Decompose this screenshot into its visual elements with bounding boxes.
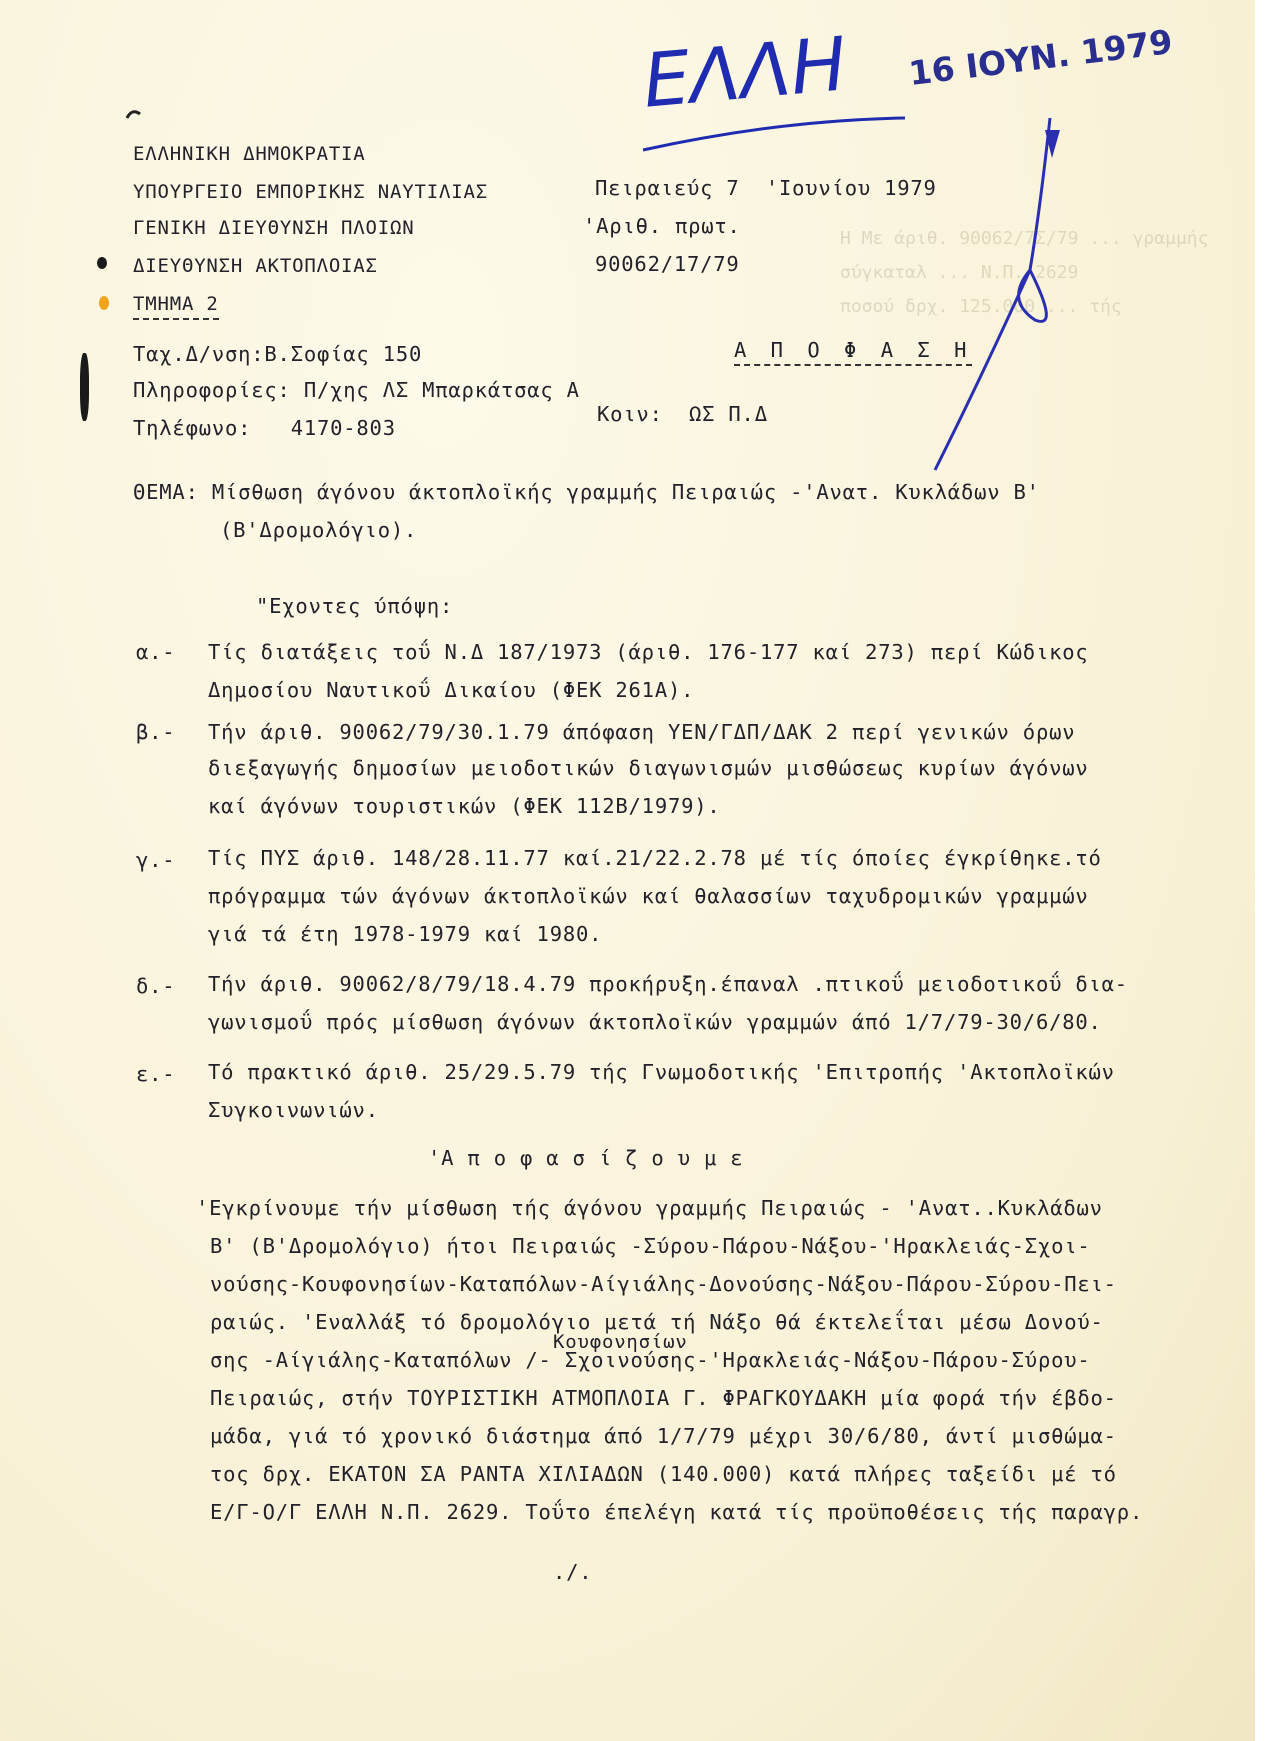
subject-line: ΘΕΜΑ: Μίσθωση άγόνου άκτοπλοϊκής γραμμής Πειραιώς -'Ανατ. Κυκλάδων Β' <box>133 480 1040 504</box>
item-line: διεξαγωγής δημοσίων μειοδοτικών διαγωνισμών μισθώσεως κυρίων άγόνων <box>208 756 1089 780</box>
continuation-mark: ./. <box>553 1560 593 1584</box>
place-date: Πειραιεύς 7 'Ιουνίου 1979 <box>595 176 937 200</box>
protocol-number: 90062/17/79 <box>595 252 740 276</box>
address-line: Ταχ.Δ/νση:Β.Σοφίας 150 <box>133 342 423 366</box>
decide-heading: 'Α π ο φ α σ ί ζ ο υ μ ε <box>428 1146 744 1170</box>
preamble: "Εχοντες ύπόψη: <box>256 594 454 618</box>
item-line: Τίς ΠΥΣ άριθ. 148/28.11.77 καί.21/22.2.78 μέ τίς όποίες έγκρίθηκε.τό <box>208 846 1102 870</box>
item-line: Τήν άριθ. 90062/8/79/18.4.79 προκήρυξη.έπαναλ .πτικοΰ μειοδοτικοΰ δια- <box>208 972 1128 996</box>
body-line: τος δρχ. ΕΚΑΤΟΝ ΣΑ ΡΑΝΤΑ ΧΙΛΙΑΔΩΝ (140.000) κατά πλήρες ταξείδι μέ τό <box>210 1462 1117 1486</box>
header-directorate: ΔΙΕΥΘΥΝΣΗ ΑΚΤΟΠΛΟΙΑΣ <box>133 255 378 277</box>
item-marker: β.- <box>136 720 176 744</box>
phone-line: Τηλέφωνο: 4170-803 <box>133 416 396 440</box>
item-marker: ε.- <box>136 1062 176 1086</box>
item-line: καί άγόνων τουριστικών (ΦΕΚ 112Β/1979). <box>208 794 721 818</box>
body-line: νούσης-Κουφονησίων-Καταπόλων-Αίγιάλης-Δονούσης-Νάξου-Πάρου-Σύρου-Πει- <box>210 1272 1117 1296</box>
ink-mark <box>97 257 107 269</box>
item-line: Συγκοινωνιών. <box>208 1098 379 1122</box>
subject-line-continued: (Β'Δρομολόγιο). <box>220 518 418 542</box>
bleed-through-text: Η Με άριθ. 90062/7Σ/79 ... γραμμής <box>840 228 1209 249</box>
item-line: Τό πρακτικό άριθ. 25/29.5.79 τής Γνωμοδοτικής 'Επιτροπής 'Ακτοπλοϊκών <box>208 1060 1115 1084</box>
header-general-directorate: ΓΕΝΙΚΗ ΔΙΕΥΘΥΝΣΗ ΠΛΟΙΩΝ <box>133 217 415 239</box>
item-line: Δημοσίου Ναυτικοΰ Δικαίου (ΦΕΚ 261Α). <box>208 678 695 702</box>
ink-mark <box>80 353 89 421</box>
item-marker: γ.- <box>136 848 176 872</box>
body-line: Β' (Β'Δρομολόγιο) ήτοι Πειραιώς -Σύρου-Πάρου-Νάξου-'Ηρακλειάς-Σχοι- <box>210 1234 1091 1258</box>
body-line: Ε/Γ-Ο/Γ ΕΛΛΗ Ν.Π. 2629. Τοΰτο έπελέγη κατά τίς προϋποθέσεις τής παραγρ. <box>210 1500 1144 1524</box>
header-department: ΤΜΗΜΑ 2 <box>133 292 219 320</box>
decision-title: Α Π Ο Φ Α Σ Η <box>734 338 972 366</box>
body-line: 'Εγκρίνουμε τήν μίσθωση τής άγόνου γραμμής Πειραιώς - 'Ανατ..Κυκλάδων <box>196 1196 1103 1220</box>
handwritten-insert: Κουφονησίων <box>553 1331 688 1353</box>
body-line: Πειραιώς, στήν ΤΟΥΡΙΣΤΙΚΗ ΑΤΜΟΠΛΟΙΑ Γ. ΦΡΑΓΚΟΥΔΑΚΗ μία φορά τήν έβδο- <box>210 1386 1117 1410</box>
received-date-stamp: 16 ΙΟΥΝ. 1979 <box>906 21 1175 94</box>
body-line: σης -Αίγιάλης-Καταπόλων /- Σχοινούσης-'Ηρακλειάς-Νάξου-Πάρου-Σύρου- <box>210 1348 1091 1372</box>
item-line: γιά τά έτη 1978-1979 καί 1980. <box>208 922 603 946</box>
protocol-label: 'Αριθ. πρωτ. <box>583 214 741 238</box>
header-ministry: ΥΠΟΥΡΓΕΙΟ ΕΜΠΟΡΙΚΗΣ ΝΑΥΤΙΛΙΑΣ <box>133 181 488 203</box>
item-marker: α.- <box>136 640 176 664</box>
item-line: γωνισμοΰ πρός μίσθωση άγόνων άκτοπλοϊκών γραμμών άπό 1/7/79-30/6/80. <box>208 1010 1102 1034</box>
handwritten-ship-name: ΕΛΛΗ <box>639 21 851 125</box>
bleed-through-text: σύγκαταλ ... Ν.Π. 2629 <box>840 262 1079 283</box>
header-country: ΕΛΛΗΝΙΚΗ ΔΗΜΟΚΡΑΤΙΑ <box>133 143 366 165</box>
item-line: Τίς διατάξεις τοΰ Ν.Δ 187/1973 (άριθ. 176-177 καί 273) περί Κώδικος <box>208 640 1089 664</box>
cc-line: Κοιν: ΩΣ Π.Δ <box>597 402 768 426</box>
item-line: πρόγραμμα τών άγόνων άκτοπλοϊκών καί θαλασσίων ταχυδρομικών γραμμών <box>208 884 1089 908</box>
info-line: Πληροφορίες: Π/χης ΛΣ Μπαρκάτσας Α <box>133 378 580 402</box>
body-line: ραιώς. 'Εναλλάξ τό δρομολόγιο μετά τή Νάξο θά έκτελεΐται μέσω Δονού- <box>210 1310 1104 1334</box>
body-line: μάδα, γιά τό χρονικό διάστημα άπό 1/7/79 μέχρι 30/6/80, άντί μισθώμα- <box>210 1424 1117 1448</box>
item-marker: δ.- <box>136 974 176 998</box>
margin-dot <box>99 296 109 310</box>
item-line: Τήν άριθ. 90062/79/30.1.79 άπόφαση ΥΕΝ/ΓΔΠ/ΔΑΚ 2 περί γενικών όρων <box>208 720 1076 744</box>
bleed-through-text: ποσού δρχ. 125.000 ... τής <box>840 296 1122 317</box>
